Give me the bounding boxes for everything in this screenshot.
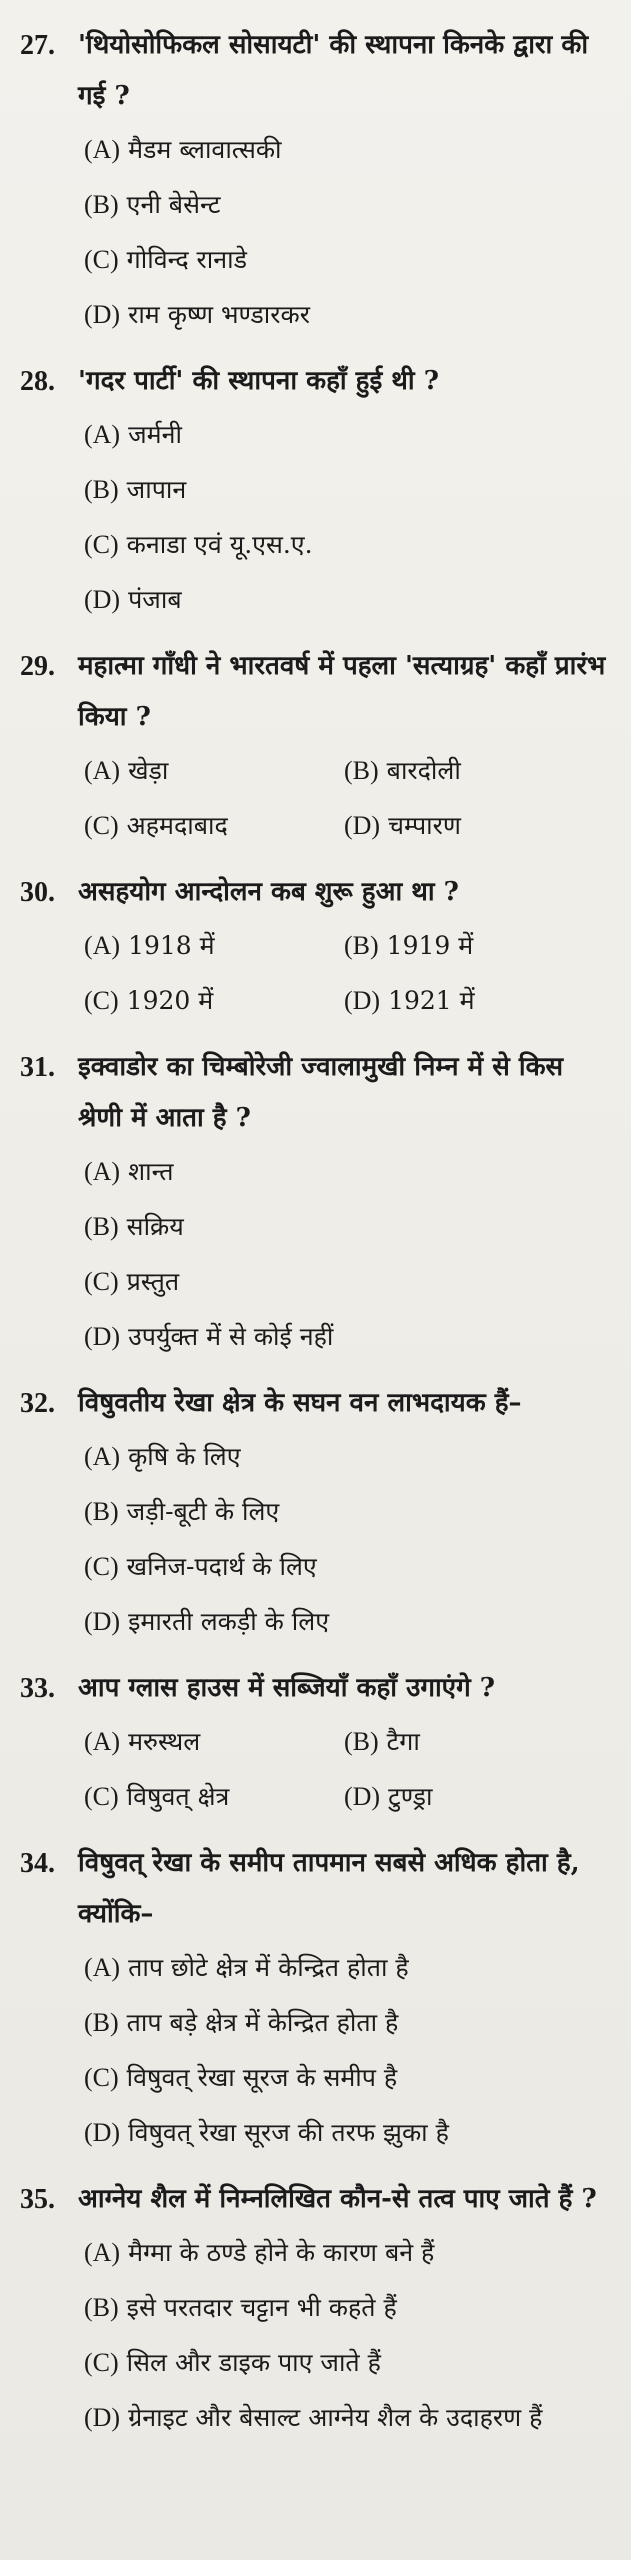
option-text: जड़ी-बूटी के लिए [126, 1497, 280, 1526]
option-text: गोविन्द रानाडे [126, 245, 247, 274]
option-text: टैगा [386, 1727, 420, 1756]
option-text: ताप छोटे क्षेत्र में केन्द्रित होता है [128, 1953, 409, 1982]
option-label: (A) [84, 1953, 121, 1982]
question-28 [20, 356, 615, 627]
option-d [84, 1594, 615, 1649]
question-stem [20, 1663, 615, 1714]
question-stem [20, 1378, 615, 1429]
option-text: टुण्ड्रा [388, 1782, 433, 1811]
option-d [84, 572, 615, 627]
question-33 [20, 1663, 615, 1824]
option-b [84, 1484, 615, 1539]
question-34 [20, 1838, 615, 2160]
question-text: विषुवतीय रेखा क्षेत्र के सघन वन लाभदायक हैं– [78, 1388, 522, 1418]
option-c [84, 1539, 615, 1594]
question-32 [20, 1378, 615, 1649]
options-list [20, 122, 615, 342]
option-a [84, 918, 344, 973]
option-c [84, 517, 615, 572]
option-label: (B) [344, 1727, 379, 1756]
question-number: 33. [20, 1673, 55, 1704]
option-text: 1921 में [388, 986, 475, 1015]
option-label: (A) [84, 2238, 121, 2267]
option-label: (B) [84, 1212, 119, 1241]
option-text: कनाडा एवं यू.एस.ए. [126, 530, 313, 559]
option-text: सिल और डाइक पाए जाते हैं [126, 2348, 381, 2377]
option-text: विषुवत् क्षेत्र [126, 1782, 230, 1811]
question-27 [20, 20, 615, 342]
option-text: खनिज-पदार्थ के लिए [126, 1552, 317, 1581]
option-label: (B) [84, 475, 119, 504]
option-label: (A) [84, 135, 121, 164]
option-b [84, 2280, 615, 2335]
option-label: (C) [84, 2348, 119, 2377]
option-label: (A) [84, 1157, 121, 1186]
option-text: मैग्मा के ठण्डे होने के कारण बने हैं [128, 2238, 435, 2267]
option-c [84, 232, 615, 287]
option-text: मरुस्थल [128, 1727, 201, 1756]
option-b [344, 1714, 615, 1769]
option-label: (D) [84, 2403, 121, 2432]
question-number: 30. [20, 877, 55, 908]
option-d [344, 973, 615, 1028]
option-label: (C) [84, 986, 119, 1015]
question-text: इक्वाडोर का चिम्बोरेजी ज्वालामुखी निम्न में से किस श्रेणी में आता है ? [78, 1052, 564, 1133]
question-text: 'थियोसोफिकल सोसायटी' की स्थापना किनके द्वारा की गई ? [78, 30, 589, 111]
option-text: मैडम ब्लावात्सकी [128, 135, 282, 164]
option-text: बारदोली [386, 756, 461, 785]
option-b [344, 743, 615, 798]
question-stem [20, 1042, 615, 1144]
option-label: (C) [84, 811, 119, 840]
question-stem [20, 641, 615, 743]
option-label: (A) [84, 756, 121, 785]
option-label: (C) [84, 1552, 119, 1581]
option-label: (D) [344, 986, 381, 1015]
question-30 [20, 867, 615, 1028]
option-text: जापान [126, 475, 187, 504]
option-a [84, 407, 615, 462]
question-31 [20, 1042, 615, 1364]
options-list [20, 1940, 615, 2160]
option-label: (D) [84, 300, 121, 329]
option-text: विषुवत् रेखा सूरज के समीप है [126, 2063, 398, 2092]
option-text: एनी बेसेन्ट [126, 190, 221, 219]
option-text: शान्त [128, 1157, 174, 1186]
option-label: (D) [84, 1607, 121, 1636]
option-text: इमारती लकड़ी के लिए [128, 1607, 330, 1636]
option-label: (D) [84, 2118, 121, 2147]
question-number: 28. [20, 366, 55, 397]
option-text: सक्रिय [126, 1212, 184, 1241]
option-text: 1918 में [128, 931, 215, 960]
question-stem [20, 20, 615, 122]
option-text: जर्मनी [128, 420, 182, 449]
option-b [344, 918, 615, 973]
option-a [84, 1714, 344, 1769]
option-text: ताप बड़े क्षेत्र में केन्द्रित होता है [126, 2008, 399, 2037]
options-grid [20, 1714, 615, 1824]
options-list [20, 1429, 615, 1649]
option-text: ग्रेनाइट और बेसाल्ट आग्नेय शैल के उदाहरण हैं [128, 2403, 543, 2432]
option-label: (D) [344, 811, 381, 840]
option-label: (A) [84, 1442, 121, 1471]
options-grid [20, 743, 615, 853]
option-text: राम कृष्ण भण्डारकर [128, 300, 310, 329]
option-label: (B) [344, 756, 379, 785]
question-number: 31. [20, 1052, 55, 1083]
option-d [84, 1309, 615, 1364]
option-text: 1919 में [386, 931, 474, 960]
question-text: 'गदर पार्टी' की स्थापना कहाँ हुई थी ? [78, 366, 439, 396]
option-a [84, 743, 344, 798]
option-c [84, 2335, 615, 2390]
option-label: (C) [84, 530, 119, 559]
option-text: प्रस्तुत [126, 1267, 180, 1296]
question-number: 32. [20, 1388, 55, 1419]
question-text: असहयोग आन्दोलन कब शुरू हुआ था ? [78, 877, 459, 907]
option-label: (C) [84, 245, 119, 274]
option-d [344, 798, 615, 853]
option-label: (B) [344, 931, 379, 960]
option-text: विषुवत् रेखा सूरज की तरफ झुका है [128, 2118, 449, 2147]
question-number: 29. [20, 651, 55, 682]
option-label: (B) [84, 2293, 119, 2322]
question-text: विषुवत् रेखा के समीप तापमान सबसे अधिक होता है, क्योंकि– [78, 1848, 580, 1929]
question-29 [20, 641, 615, 853]
question-35 [20, 2174, 615, 2445]
option-label: (D) [84, 1322, 121, 1351]
option-a [84, 122, 615, 177]
option-b [84, 1995, 615, 2050]
option-label: (A) [84, 931, 121, 960]
option-c [84, 1254, 615, 1309]
option-label: (C) [84, 1782, 119, 1811]
option-b [84, 462, 615, 517]
question-number: 27. [20, 30, 55, 61]
option-b [84, 1199, 615, 1254]
option-c [84, 2050, 615, 2105]
question-stem [20, 867, 615, 918]
options-list [20, 1144, 615, 1364]
option-label: (A) [84, 420, 121, 449]
option-label: (D) [84, 585, 121, 614]
option-text: खेड़ा [128, 756, 169, 785]
option-text: 1920 में [126, 986, 214, 1015]
option-c [84, 798, 344, 853]
option-label: (B) [84, 1497, 119, 1526]
option-label: (B) [84, 2008, 119, 2037]
option-label: (D) [344, 1782, 381, 1811]
option-d [84, 2105, 615, 2160]
option-a [84, 1144, 615, 1199]
question-stem [20, 356, 615, 407]
option-d [84, 2390, 615, 2445]
option-text: पंजाब [128, 585, 182, 614]
option-text: चम्पारण [388, 811, 461, 840]
question-text: महात्मा गाँधी ने भारतवर्ष में पहला 'सत्याग्रह' कहाँ प्रारंभ किया ? [78, 651, 606, 732]
options-grid [20, 918, 615, 1028]
question-text: आप ग्लास हाउस में सब्जियाँ कहाँ उगाएंगे ? [78, 1673, 495, 1703]
option-a [84, 2225, 615, 2280]
option-c [84, 973, 344, 1028]
question-stem [20, 1838, 615, 1940]
option-text: उपर्युक्त में से कोई नहीं [128, 1322, 334, 1351]
option-a [84, 1429, 615, 1484]
question-number: 34. [20, 1848, 55, 1879]
option-text: इसे परतदार चट्टान भी कहते हैं [126, 2293, 397, 2322]
option-text: कृषि के लिए [128, 1442, 241, 1471]
option-c [84, 1769, 344, 1824]
option-text: अहमदाबाद [126, 811, 228, 840]
question-text: आग्नेय शैल में निम्नलिखित कौन-से तत्व पाए जाते हैं ? [78, 2184, 597, 2214]
option-d [84, 287, 615, 342]
option-a [84, 1940, 615, 1995]
option-b [84, 177, 615, 232]
question-stem [20, 2174, 615, 2225]
options-list [20, 2225, 615, 2445]
option-label: (C) [84, 1267, 119, 1296]
options-list [20, 407, 615, 627]
question-number: 35. [20, 2184, 55, 2215]
option-label: (B) [84, 190, 119, 219]
option-label: (C) [84, 2063, 119, 2092]
option-d [344, 1769, 615, 1824]
option-label: (A) [84, 1727, 121, 1756]
